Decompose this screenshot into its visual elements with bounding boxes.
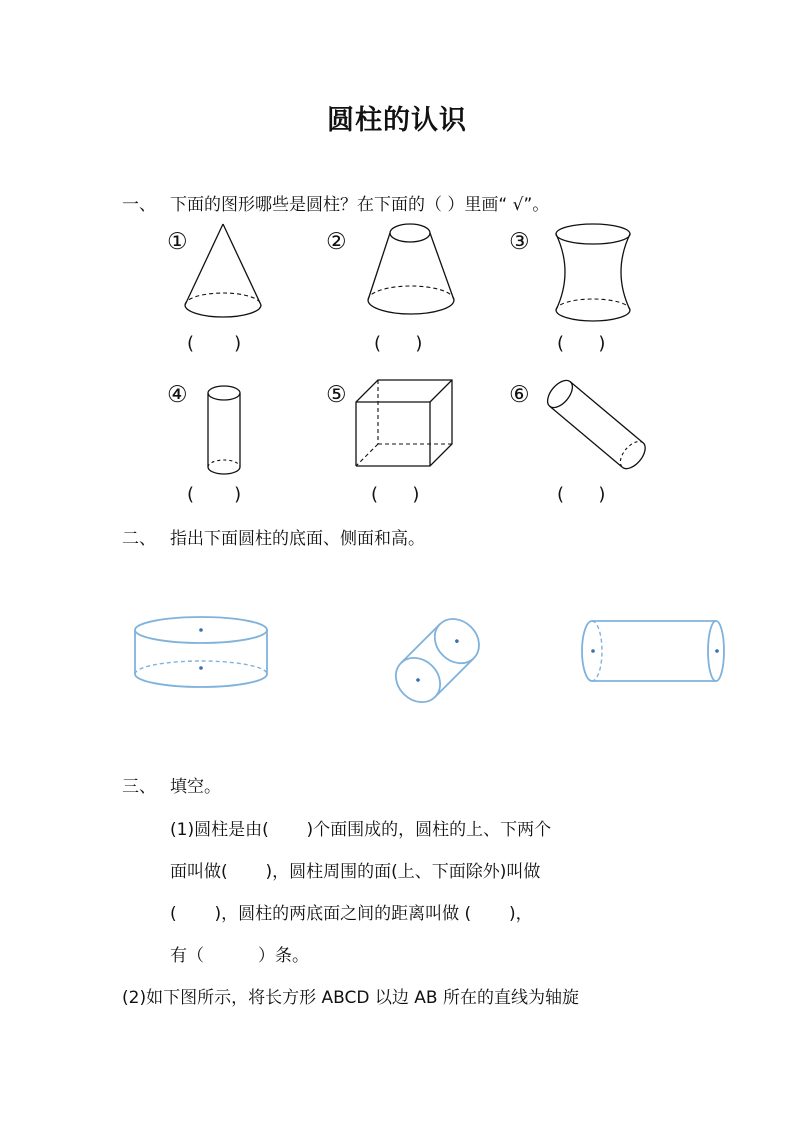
cylinder-figure [204,380,246,480]
question-2-text: (2)如下图所示，将长方形 ABCD 以边 AB 所在的直线为轴旋 [122,988,579,1008]
item-3-label: ③ [509,229,530,255]
section-1-heading [122,190,549,215]
section-3-number: 三、 [122,777,156,797]
section-3-heading [122,772,221,797]
fill-blank-line-2[interactable]: 面叫做( )，圆柱周围的面(上、下面除外)叫做 [170,862,541,882]
section-2-text: 指出下面圆柱的底面、侧面和高。 [170,529,425,549]
item-5-answer-box[interactable]: ( ) [371,484,420,505]
item-1-answer-box[interactable]: ( ) [187,333,242,354]
flat-cylinder-figure [130,612,275,692]
fill-blank-line-1[interactable]: (1)圆柱是由( )个面围成的，圆柱的上、下两个 [170,820,552,840]
section-3-text: 填空。 [170,777,221,797]
page-title: 圆柱的认识 [327,105,467,136]
item-5-label: ⑤ [326,382,347,408]
item-1-label: ① [167,229,188,255]
horizontal-cylinder-figure [580,618,730,684]
tilted-blue-cylinder-figure [390,606,490,706]
item-3-answer-box[interactable]: ( ) [557,333,606,354]
cube-figure [354,378,454,470]
item-4-label: ④ [167,382,188,408]
item-4-answer-box[interactable]: ( ) [187,484,242,505]
item-2-answer-box[interactable]: ( ) [374,333,423,354]
section-2-heading [122,524,425,549]
item-2-label: ② [326,229,347,255]
section-2-number: 二、 [122,529,156,549]
tilted-cylinder-figure [540,374,646,470]
fill-blank-line-3[interactable]: ( )，圆柱的两底面之间的距离叫做 ( )， [170,904,533,924]
section-1-number: 一、 [122,195,156,215]
waisted-cylinder-figure [550,222,640,330]
item-6-label: ⑥ [509,382,530,408]
section-1-text: 下面的图形哪些是圆柱？在下面的（ ）里画“ √”。 [170,195,550,215]
frustum-figure [362,218,462,328]
item-6-answer-box[interactable]: ( ) [557,484,606,505]
cone-figure [180,220,270,325]
fill-blank-line-4[interactable]: 有（ ）条。 [170,946,310,966]
